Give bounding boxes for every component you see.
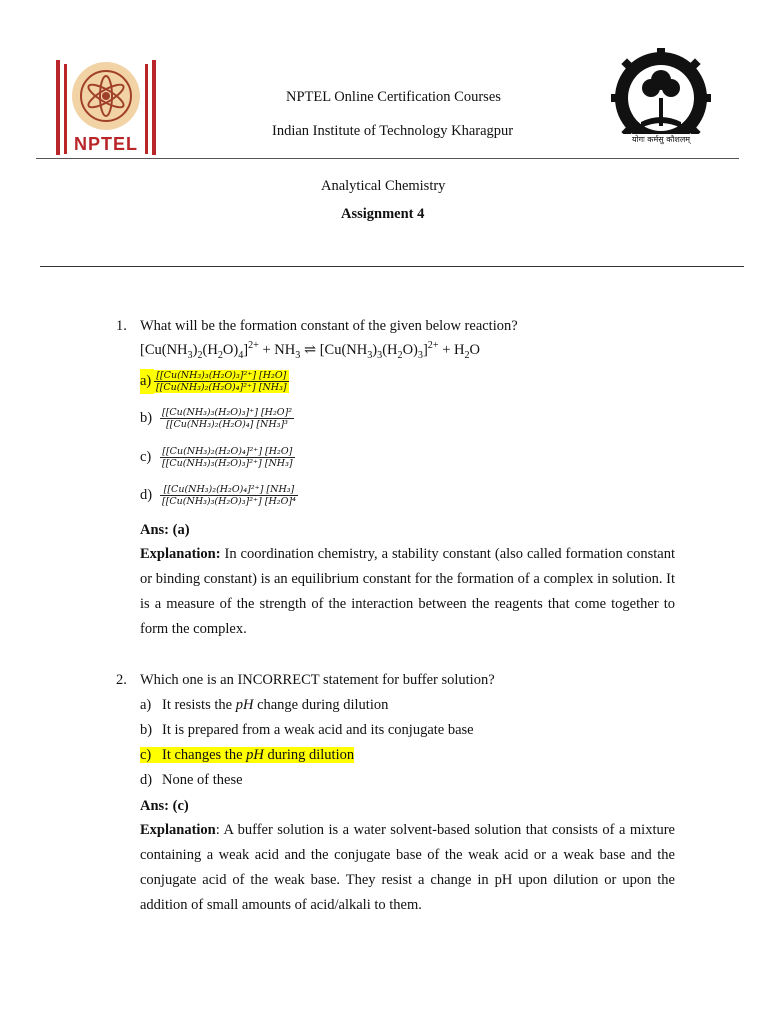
q1-option-d-letter: d) (140, 487, 153, 503)
q2-option-b-letter: b) (140, 722, 153, 738)
q1-option-c-numerator: [[Cu(NH₃)₂(H₂O)₄]²⁺] [H₂O] (160, 446, 295, 458)
question-1-text: What will be the formation constant of the given below reaction? (140, 318, 518, 334)
q1-answer: Ans: (a) (140, 522, 190, 538)
q1-explanation-text: In coordination chemistry, a stability constant (also called formation constant or binding constant) is an equilibrium constant for the formation of a complex in solution. It is a measure of the strength of the interaction between the reagents that come together to form the complex. (140, 546, 675, 637)
question-2-text: Which one is an INCORRECT statement for buffer solution? (140, 672, 495, 688)
q1-explanation-label: Explanation: (140, 546, 221, 562)
q1-explanation (140, 542, 675, 642)
q2-option-c-post: during dilution (263, 747, 355, 763)
q1-option-a-fraction (154, 370, 289, 393)
question-2-number: 2. (116, 672, 127, 688)
q2-answer: Ans: (c) (140, 798, 189, 814)
q1-option-d[interactable] (140, 483, 298, 513)
q1-option-c-letter: c) (140, 449, 152, 465)
q2-option-c-em: pH (246, 747, 264, 763)
q2-option-a-pre: It resists the (162, 697, 236, 713)
nptel-logo-text: NPTEL (73, 134, 138, 154)
header-line-1: NPTEL Online Certification Courses (286, 89, 501, 105)
q2-option-c-highlight (140, 747, 354, 763)
q2-option-a-letter: a) (140, 697, 152, 713)
q2-explanation-label: Explanation (140, 822, 216, 838)
q1-option-b-letter: b) (140, 410, 153, 426)
q2-option-d[interactable] (140, 768, 243, 793)
q1-option-d-numerator: [[Cu(NH₃)₂(H₂O)₄]²⁺] [NH₃] (160, 484, 298, 496)
q1-option-a-numerator: [[Cu(NH₃)₃(H₂O)₃]²⁺] [H₂O] (154, 370, 289, 382)
question-1-number: 1. (116, 318, 127, 334)
q2-option-c[interactable] (140, 743, 354, 768)
q2-option-c-pre: It changes the (162, 747, 247, 763)
q2-option-d-text: None of these (162, 772, 243, 788)
q2-option-b-text: It is prepared from a weak acid and its conjugate base (162, 722, 474, 738)
q1-option-b[interactable] (140, 406, 294, 436)
q2-explanation-text: : A buffer solution is a water solvent-based solution that consists of a mixture containing a weak acid and the conjugate base of the weak acid or a weak base and the conjugate acid of the weak base. They resist a change in pH upon dilution or upon the addition of small amounts of acid/alkali to them. (140, 822, 675, 913)
q1-option-a-denominator: [[Cu(NH₃)₂(H₂O)₄]²⁺] [NH₃] (156, 382, 287, 394)
q1-option-b-denominator: [[Cu(NH₃)₂(H₂O)₄] [NH₃]³ (166, 419, 288, 431)
question-1-reaction: $[Cu(NH_3)_2(H_2O)_4]^{2+} + NH_3$ ⇌ $[Cu(NH_3)_3(H_2O)_3]^{2+} + H_2O$ (140, 340, 481, 361)
iit-motto: योगः कर्मसु कौशलम् (631, 135, 691, 144)
iit-kharagpur-logo (611, 48, 711, 152)
q1-option-b-fraction (160, 407, 294, 430)
q1-option-a-letter: a) (140, 369, 154, 394)
q2-option-a[interactable] (140, 693, 388, 718)
q2-option-a-em: pH (235, 697, 254, 713)
title-divider (40, 266, 744, 267)
header-line-2: Indian Institute of Technology Kharagpur (272, 123, 514, 139)
q2-option-c-letter: c) (140, 747, 152, 763)
q1-option-c-denominator: [[Cu(NH₃)₃(H₂O)₃]²⁺] [NH₃] (162, 458, 293, 470)
q1-option-b-numerator: [[Cu(NH₃)₃(H₂O)₃]⁺] [H₂O]² (162, 407, 293, 419)
header-divider (36, 158, 739, 159)
assignment-title: Assignment 4 (341, 206, 425, 222)
q1-option-a[interactable] (140, 369, 289, 399)
q1-option-d-denominator: [[Cu(NH₃)₃(H₂O)₃]²⁺] [H₂O]⁴ (162, 496, 296, 508)
q1-option-c-fraction (160, 446, 295, 469)
q1-option-c[interactable] (140, 445, 295, 475)
subject-title: Analytical Chemistry (321, 178, 446, 194)
nptel-logo (56, 58, 156, 156)
q2-option-a-post: change during dilution (253, 697, 389, 713)
q2-explanation (140, 818, 675, 918)
q2-option-d-letter: d) (140, 772, 153, 788)
q1-option-d-fraction (160, 484, 298, 507)
q2-option-b[interactable] (140, 718, 474, 743)
